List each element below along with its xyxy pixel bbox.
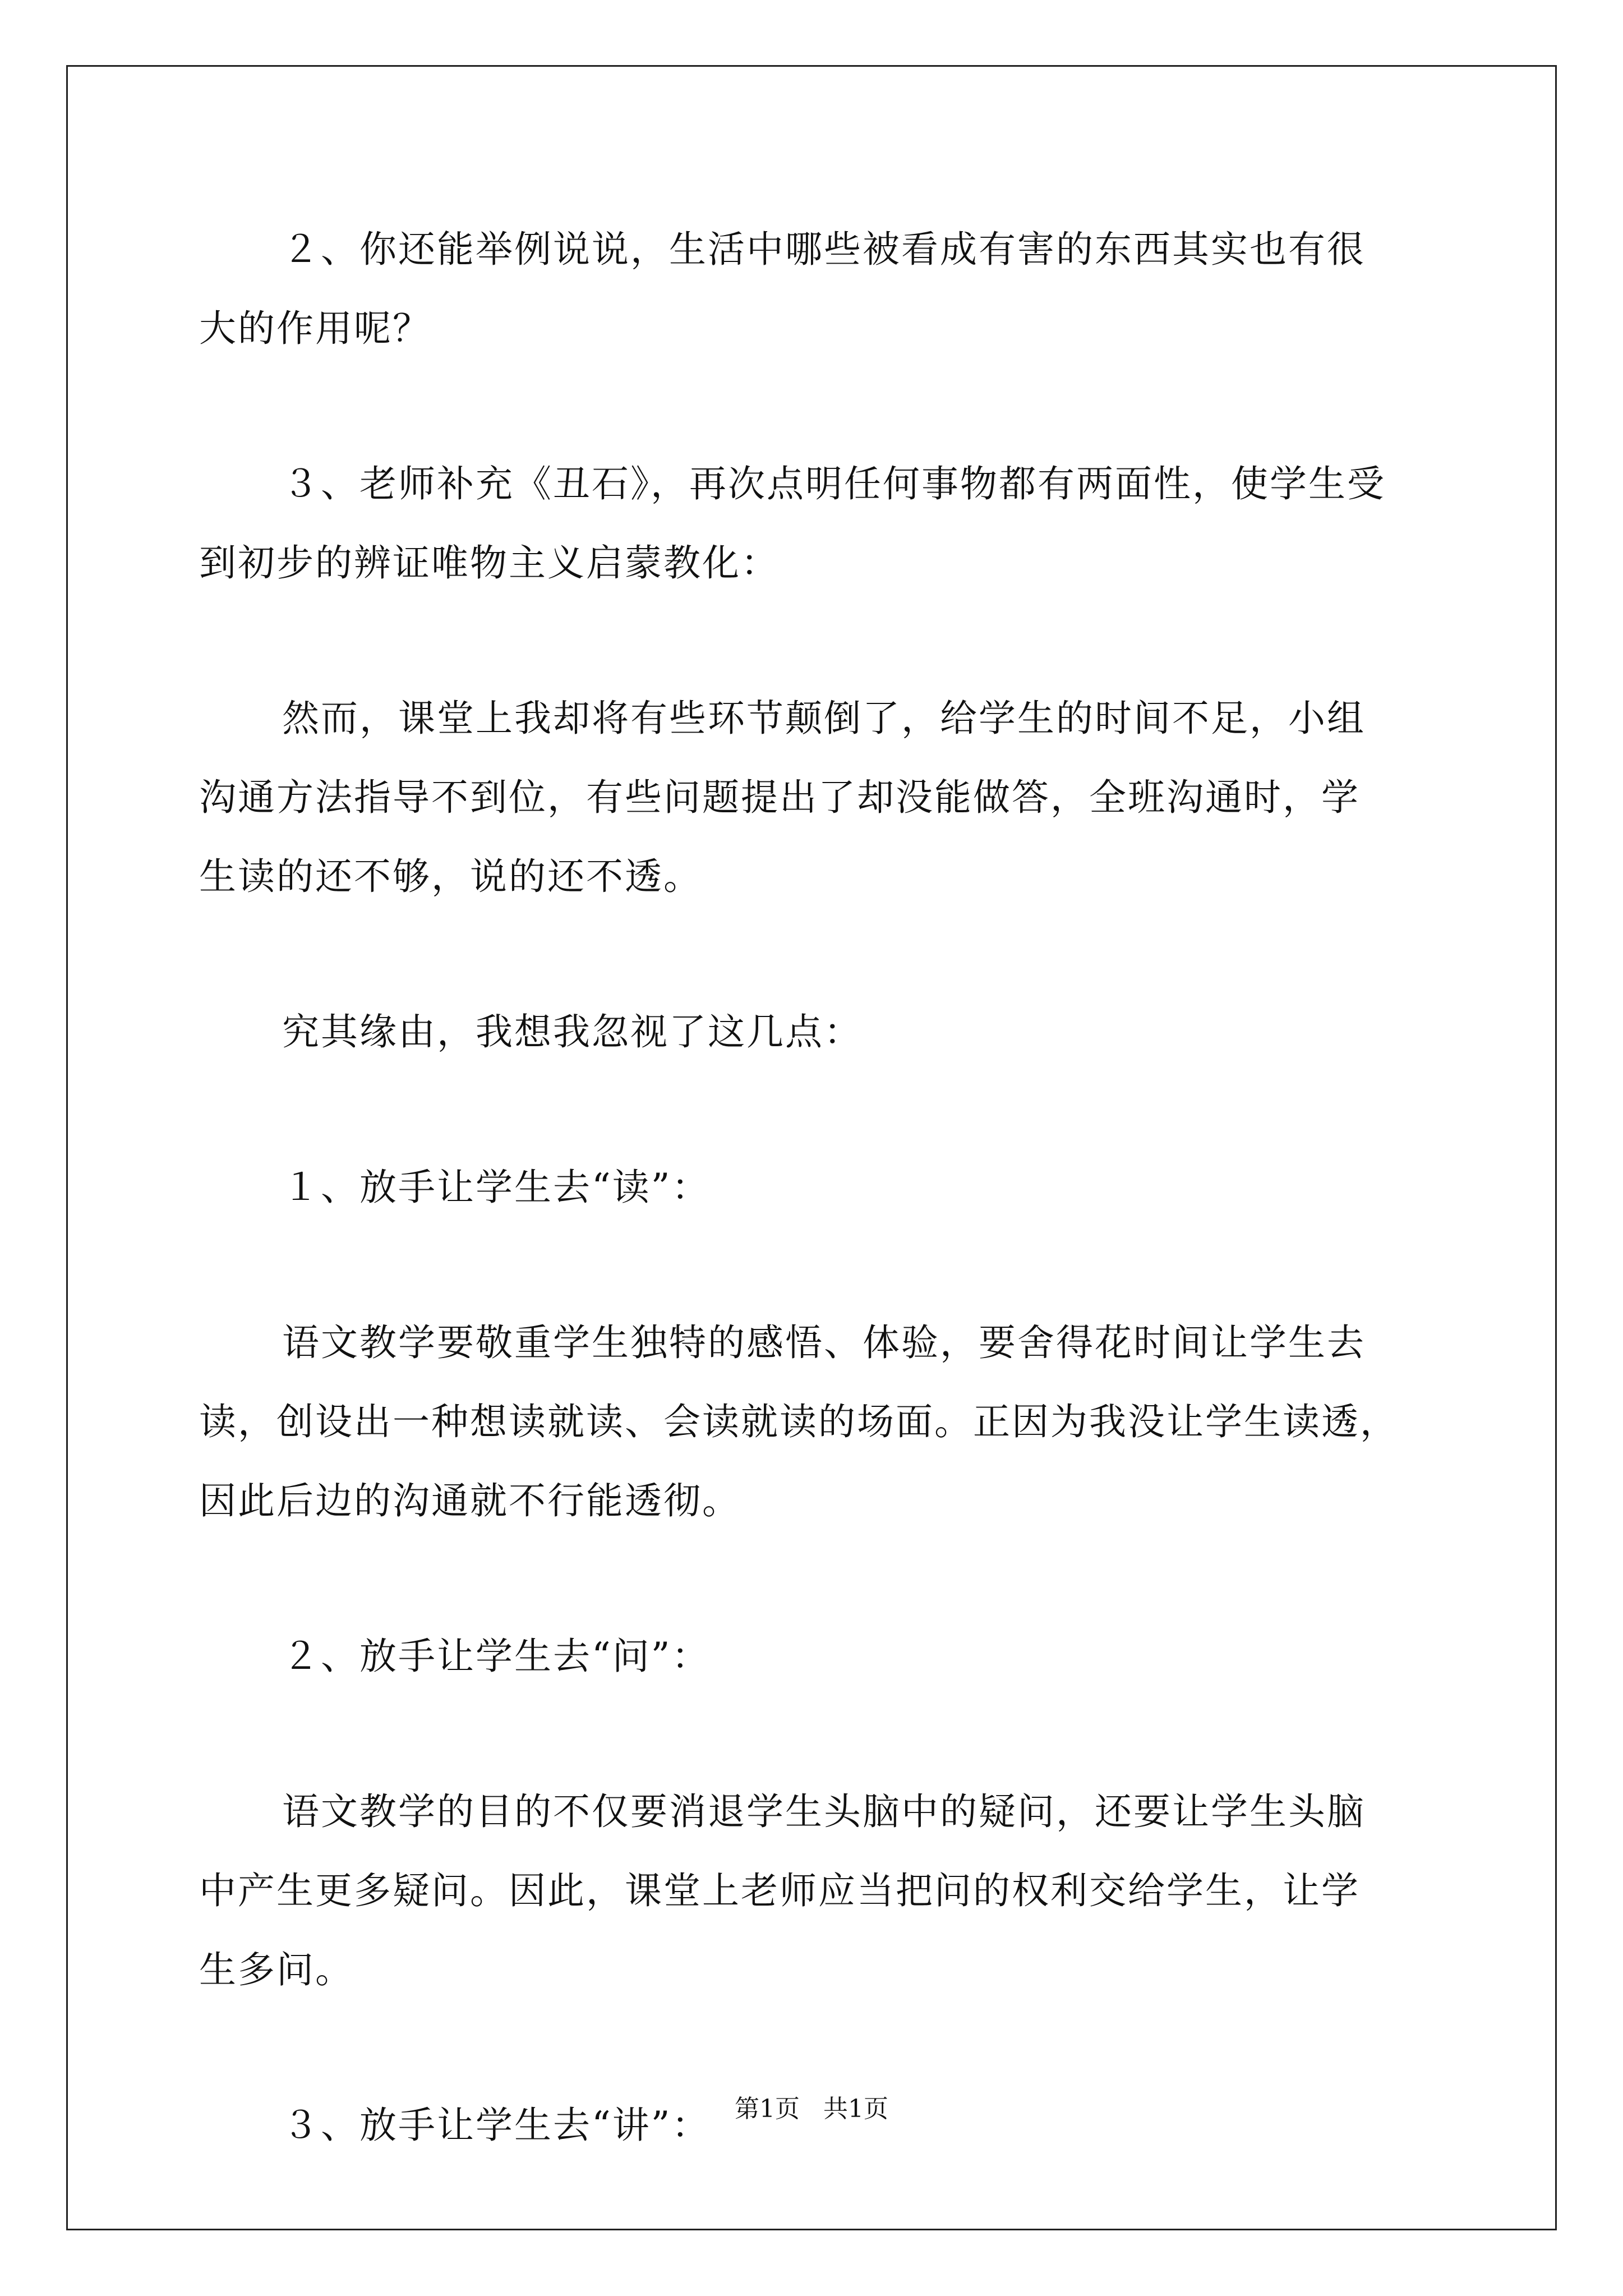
- paragraph-line: 沟通方法指导不到位，有些问题提出了却没能做答，全班沟通时，学: [199, 776, 1360, 819]
- page-footer: 第1页 共1页: [735, 2095, 888, 2123]
- paragraph-line: ２、你还能举例说说，生活中哪些被看成有害的东西其实也有很: [282, 228, 1366, 271]
- paragraph-line: ３、老师补充《丑石》，再次点明任何事物都有两面性，使学生受: [282, 462, 1386, 505]
- paragraph: [199, 1303, 1433, 1540]
- paragraph-line: ２、放手让学生去“问”：: [282, 1635, 711, 1678]
- paragraph-line: 大的作用呢？: [199, 307, 431, 350]
- paragraph: [199, 210, 1433, 368]
- paragraph-line: 然而，课堂上我却将有些环节颠倒了，给学生的时间不足，小组: [282, 697, 1366, 740]
- paragraph: [199, 1617, 1433, 1696]
- paragraph-line: 语文教学的目的不仅要消退学生头脑中的疑问，还要让学生头脑: [282, 1790, 1366, 1833]
- paragraph: [199, 1148, 1433, 1227]
- paragraph-line: 生多问。: [199, 1948, 354, 1991]
- paragraph-line: 语文教学要敬重学生独特的感悟、体验，要舍得花时间让学生去: [282, 1321, 1366, 1364]
- paragraph-line: 中产生更多疑问。因此，课堂上老师应当把问的权利交给学生，让学: [199, 1869, 1360, 1912]
- paragraph-line: 生读的还不够，说的还不透。: [199, 855, 702, 898]
- paragraph-line: ３、放手让学生去“讲”：: [282, 2104, 711, 2147]
- document-body: [199, 210, 1433, 2165]
- paragraph: [199, 1772, 1433, 2009]
- paragraph: [199, 444, 1433, 602]
- paragraph: [199, 679, 1433, 916]
- paragraph: [199, 992, 1433, 1071]
- paragraph-line: 到初步的辨证唯物主义启蒙教化：: [199, 541, 780, 585]
- paragraph-line: 究其缘由，我想我忽视了这几点：: [282, 1010, 863, 1053]
- paragraph-line: 因此后边的沟通就不行能透彻。: [199, 1479, 741, 1522]
- paragraph-line: 读，创设出一种想读就读、会读就读的场面。正因为我没让学生读透，: [199, 1400, 1399, 1443]
- paragraph-line: １、放手让学生去“读”：: [282, 1166, 711, 1209]
